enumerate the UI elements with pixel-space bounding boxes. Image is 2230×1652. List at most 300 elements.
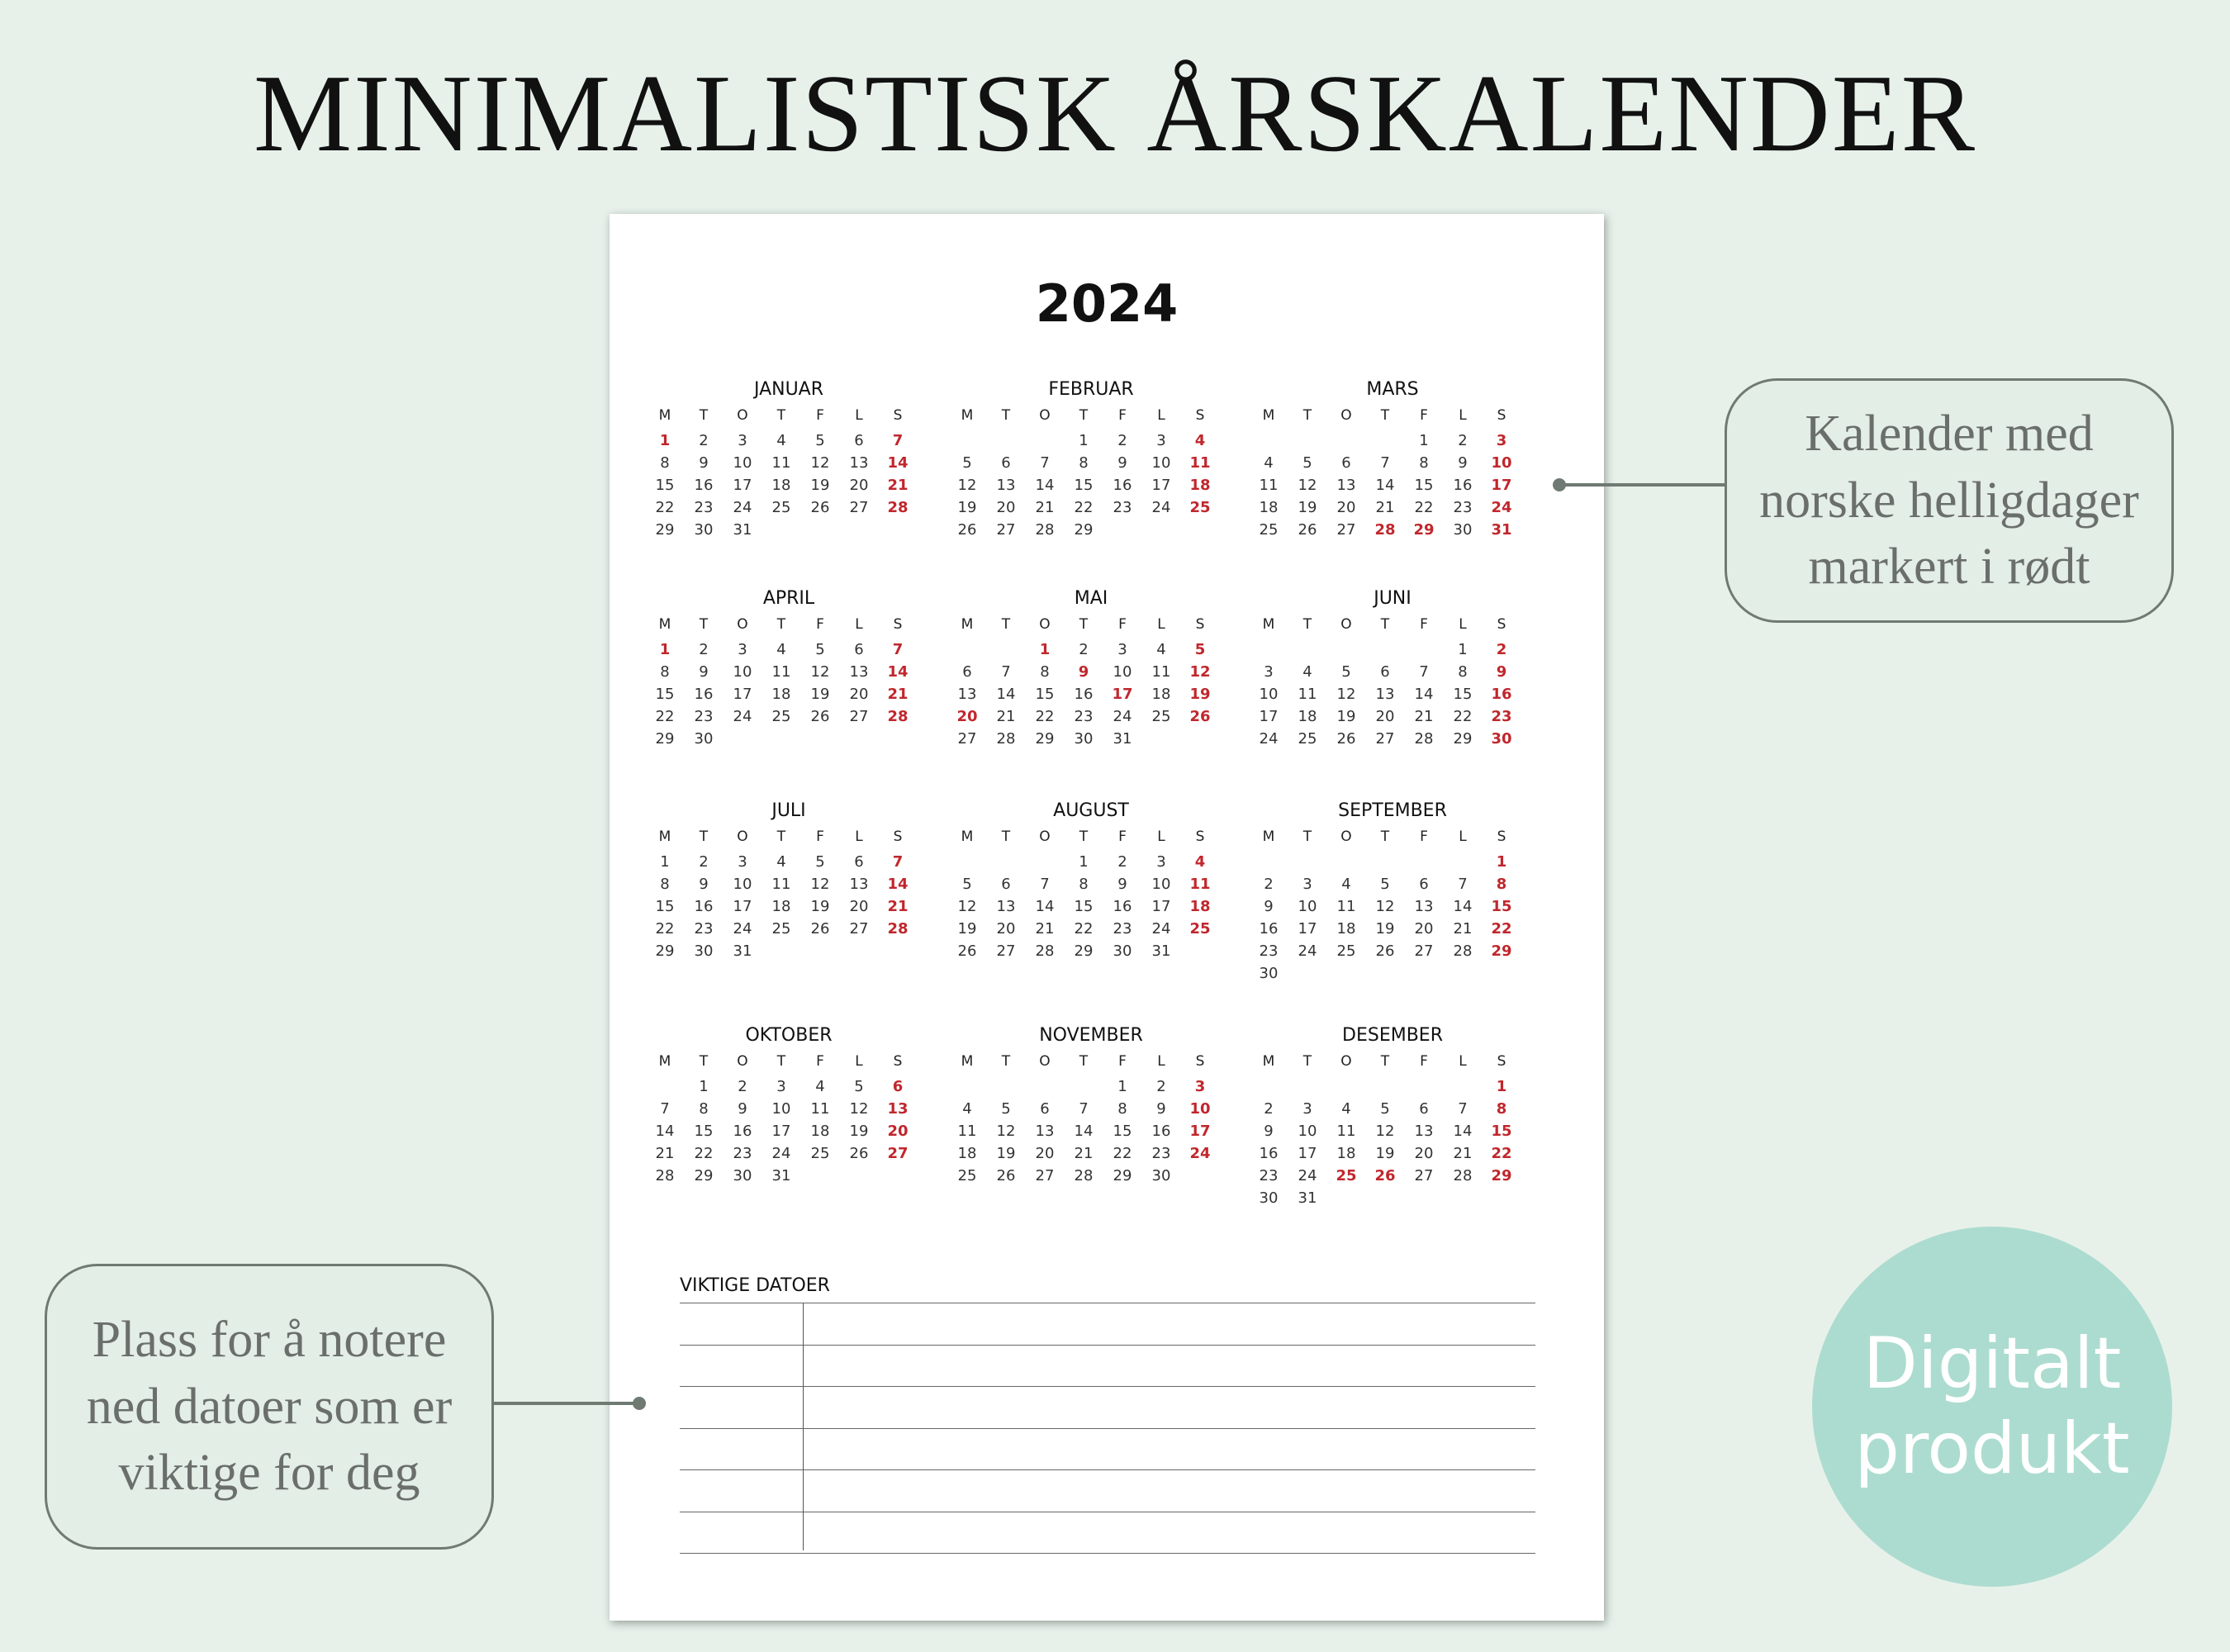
day-cell: 24 — [1151, 499, 1171, 516]
empty-cell — [1026, 430, 1065, 452]
day-cell: 21 — [887, 686, 909, 703]
day-grid — [629, 1051, 933, 1187]
day-cell: 15 — [1113, 1123, 1132, 1140]
day-cell: 10 — [733, 876, 752, 893]
day-cell: 14 — [1035, 477, 1055, 494]
weekday-label: M — [1262, 407, 1275, 424]
empty-cell — [1366, 430, 1405, 452]
day-cell: 12 — [1336, 686, 1356, 703]
day-cell: 2 — [699, 641, 709, 658]
day-cell: 1 — [1419, 432, 1429, 449]
day-cell: 29 — [1035, 730, 1055, 748]
day-cell: 7 — [892, 853, 904, 871]
day-cell: 28 — [1414, 730, 1434, 748]
holiday-connector — [1559, 483, 1726, 487]
day-cell: 8 — [1496, 876, 1507, 893]
day-cell: 7 — [1040, 876, 1050, 893]
day-cell: 13 — [849, 663, 869, 681]
day-cell: 1 — [699, 1078, 709, 1095]
weekday-label: F — [816, 407, 824, 424]
empty-cell — [1327, 638, 1366, 661]
empty-cell — [1444, 1075, 1483, 1098]
day-cell: 17 — [1151, 477, 1171, 494]
day-cell: 9 — [1264, 1123, 1274, 1140]
day-cell: 6 — [1419, 1100, 1429, 1118]
month-name: FEBRUAR — [1048, 379, 1134, 400]
day-cell: 2 — [1496, 641, 1507, 658]
notes-connector-dot — [633, 1397, 646, 1410]
day-cell: 3 — [776, 1078, 786, 1095]
day-cell: 18 — [1336, 920, 1356, 938]
day-cell: 5 — [1341, 663, 1351, 681]
day-cell: 2 — [1264, 1100, 1274, 1118]
day-cell: 18 — [771, 686, 791, 703]
day-cell: 21 — [1035, 499, 1055, 516]
digital-product-badge — [1812, 1227, 2172, 1587]
day-cell: 18 — [1298, 708, 1317, 725]
day-cell: 8 — [1079, 454, 1089, 472]
day-cell: 1 — [1079, 853, 1089, 871]
day-cell: 19 — [1375, 1145, 1395, 1162]
day-cell: 29 — [655, 521, 675, 539]
month-september — [1248, 796, 1537, 985]
day-cell: 24 — [771, 1145, 791, 1162]
day-cell: 14 — [887, 876, 909, 893]
day-cell: 31 — [733, 521, 752, 539]
day-cell: 10 — [733, 454, 752, 472]
weekday-label: F — [1118, 828, 1127, 845]
weekday-label: M — [961, 828, 974, 845]
day-cell: 28 — [1374, 521, 1396, 539]
day-cell: 30 — [694, 521, 714, 539]
day-cell: 9 — [1458, 454, 1468, 472]
weekday-label: T — [1079, 616, 1089, 633]
day-cell: 8 — [1419, 454, 1429, 472]
day-cell: 22 — [1491, 1145, 1512, 1162]
weekday-label: S — [893, 828, 903, 845]
day-cell: 19 — [849, 1123, 869, 1140]
weekday-label: T — [776, 407, 786, 424]
weekday-label: F — [1420, 1053, 1428, 1070]
month-oktober — [644, 1021, 933, 1187]
day-cell: 19 — [810, 898, 830, 915]
day-cell: 17 — [1259, 708, 1279, 725]
day-cell: 1 — [1496, 853, 1507, 871]
day-cell: 25 — [810, 1145, 830, 1162]
day-cell: 4 — [1302, 663, 1312, 681]
weekday-label: O — [1039, 1053, 1051, 1070]
day-cell: 20 — [1035, 1145, 1055, 1162]
day-cell: 24 — [1491, 499, 1512, 516]
empty-cell — [1405, 851, 1444, 873]
day-cell: 7 — [892, 432, 904, 449]
day-grid — [1233, 826, 1537, 985]
day-cell: 12 — [849, 1100, 869, 1118]
day-cell: 22 — [1113, 1145, 1132, 1162]
day-cell: 1 — [660, 853, 670, 871]
month-name: JULI — [771, 800, 806, 821]
weekday-label: M — [1262, 1053, 1275, 1070]
weekday-label: T — [699, 1053, 709, 1070]
weekday-label: T — [1001, 616, 1011, 633]
day-cell: 29 — [1453, 730, 1473, 748]
day-cell: 15 — [1453, 686, 1473, 703]
calendar-sheet — [610, 214, 1604, 1621]
weekday-label: S — [1497, 616, 1506, 633]
day-cell: 27 — [996, 521, 1016, 539]
day-cell: 20 — [849, 898, 869, 915]
day-cell: 19 — [1189, 686, 1211, 703]
day-cell: 27 — [996, 942, 1016, 960]
day-cell: 2 — [1264, 876, 1274, 893]
weekday-label: O — [1340, 1053, 1352, 1070]
day-cell: 1 — [659, 432, 671, 449]
day-cell: 26 — [957, 942, 977, 960]
day-grid — [932, 614, 1236, 750]
day-cell: 7 — [1079, 1100, 1089, 1118]
day-cell: 12 — [1375, 1123, 1395, 1140]
day-cell: 9 — [699, 454, 709, 472]
day-cell: 20 — [849, 686, 869, 703]
weekday-label: T — [1001, 407, 1011, 424]
day-grid — [629, 405, 933, 541]
day-cell: 2 — [1117, 853, 1127, 871]
day-cell: 17 — [1151, 898, 1171, 915]
day-cell: 28 — [1074, 1167, 1094, 1184]
day-cell: 8 — [1496, 1100, 1507, 1118]
day-cell: 21 — [655, 1145, 675, 1162]
empty-cell — [948, 851, 987, 873]
day-cell: 9 — [1264, 898, 1274, 915]
day-cell: 3 — [1302, 1100, 1312, 1118]
weekday-label: F — [1420, 828, 1428, 845]
empty-cell — [948, 430, 987, 452]
day-cell: 10 — [1259, 686, 1279, 703]
day-cell: 23 — [1259, 1167, 1279, 1184]
day-cell: 23 — [694, 499, 714, 516]
day-cell: 14 — [1453, 898, 1473, 915]
weekday-label: T — [699, 616, 709, 633]
weekday-label: T — [1302, 828, 1312, 845]
month-juli — [644, 796, 933, 962]
badge-line: Digitalt — [1862, 1322, 2122, 1405]
month-juni — [1248, 584, 1537, 750]
weekday-label: L — [1459, 1053, 1467, 1070]
day-cell: 19 — [957, 920, 977, 938]
day-cell: 18 — [771, 477, 791, 494]
day-cell: 4 — [962, 1100, 972, 1118]
empty-cell — [987, 638, 1026, 661]
day-cell: 25 — [1259, 521, 1279, 539]
day-cell: 16 — [1259, 920, 1279, 938]
day-cell: 4 — [1264, 454, 1274, 472]
day-cell: 29 — [655, 942, 675, 960]
day-cell: 3 — [1194, 1078, 1206, 1095]
day-cell: 6 — [854, 432, 864, 449]
weekday-label: M — [1262, 616, 1275, 633]
day-cell: 26 — [810, 708, 830, 725]
day-cell: 8 — [660, 454, 670, 472]
weekday-label: T — [1079, 407, 1089, 424]
day-cell: 4 — [776, 432, 786, 449]
day-cell: 17 — [1112, 686, 1133, 703]
weekday-label: L — [1459, 616, 1467, 633]
day-cell: 3 — [1302, 876, 1312, 893]
day-cell: 24 — [1113, 708, 1132, 725]
day-cell: 1 — [1117, 1078, 1127, 1095]
day-cell: 29 — [1491, 942, 1512, 960]
day-cell: 23 — [1113, 499, 1132, 516]
day-cell: 14 — [1074, 1123, 1094, 1140]
day-cell: 20 — [1375, 708, 1395, 725]
day-cell: 27 — [1375, 730, 1395, 748]
weekday-label: O — [737, 828, 748, 845]
day-cell: 22 — [655, 708, 675, 725]
day-cell: 13 — [957, 686, 977, 703]
weekday-label: S — [1195, 1053, 1205, 1070]
weekday-label: F — [1118, 616, 1127, 633]
weekday-label: L — [855, 828, 863, 845]
day-grid — [629, 614, 933, 750]
month-mars — [1248, 375, 1537, 541]
day-cell: 6 — [1001, 454, 1011, 472]
day-cell: 3 — [1117, 641, 1127, 658]
holiday-callout — [1725, 378, 2174, 623]
day-cell: 18 — [810, 1123, 830, 1140]
badge-line: produkt — [1854, 1408, 2130, 1490]
day-cell: 23 — [694, 708, 714, 725]
day-cell: 6 — [1380, 663, 1390, 681]
notes-line — [680, 1386, 1535, 1387]
day-cell: 9 — [699, 663, 709, 681]
month-august — [947, 796, 1236, 962]
day-cell: 7 — [660, 1100, 670, 1118]
weekday-label: S — [1195, 616, 1205, 633]
notes-callout-line: Plass for å notere — [92, 1312, 447, 1369]
day-cell: 27 — [849, 499, 869, 516]
weekday-label: T — [1380, 616, 1390, 633]
day-cell: 25 — [1298, 730, 1317, 748]
day-cell: 15 — [1414, 477, 1434, 494]
day-cell: 27 — [957, 730, 977, 748]
day-cell: 16 — [1259, 1145, 1279, 1162]
weekday-label: L — [1157, 407, 1165, 424]
day-cell: 2 — [1079, 641, 1089, 658]
day-cell: 7 — [1001, 663, 1011, 681]
empty-cell — [987, 430, 1026, 452]
day-cell: 28 — [655, 1167, 675, 1184]
notes-callout-line: viktige for deg — [118, 1445, 420, 1502]
weekday-label: L — [1157, 616, 1165, 633]
day-cell: 25 — [771, 708, 791, 725]
day-cell: 24 — [1298, 1167, 1317, 1184]
weekday-label: L — [855, 1053, 863, 1070]
day-cell: 16 — [1151, 1123, 1171, 1140]
day-cell: 13 — [1336, 477, 1356, 494]
weekday-label: F — [1420, 407, 1428, 424]
weekday-label: T — [1302, 407, 1312, 424]
day-cell: 27 — [1414, 1167, 1434, 1184]
day-cell: 5 — [854, 1078, 864, 1095]
day-cell: 12 — [810, 876, 830, 893]
month-name: NOVEMBER — [1039, 1025, 1143, 1046]
day-cell: 18 — [1336, 1145, 1356, 1162]
weekday-label: O — [1340, 616, 1352, 633]
day-cell: 16 — [694, 686, 714, 703]
weekday-label: M — [961, 1053, 974, 1070]
day-grid — [629, 826, 933, 962]
day-cell: 18 — [1189, 477, 1211, 494]
day-cell: 9 — [1078, 663, 1089, 681]
day-cell: 15 — [694, 1123, 714, 1140]
weekday-label: T — [699, 407, 709, 424]
weekday-label: O — [737, 407, 748, 424]
day-cell: 27 — [849, 708, 869, 725]
day-cell: 9 — [1496, 663, 1507, 681]
empty-cell — [1366, 638, 1405, 661]
empty-cell — [1327, 1075, 1366, 1098]
day-cell: 27 — [1336, 521, 1356, 539]
day-cell: 31 — [771, 1167, 791, 1184]
day-cell: 13 — [849, 454, 869, 472]
day-cell: 29 — [1074, 521, 1094, 539]
month-januar — [644, 375, 933, 541]
day-cell: 11 — [1189, 454, 1211, 472]
day-cell: 8 — [699, 1100, 709, 1118]
day-cell: 11 — [771, 454, 791, 472]
day-cell: 25 — [771, 499, 791, 516]
day-cell: 17 — [733, 686, 752, 703]
day-cell: 11 — [771, 876, 791, 893]
day-cell: 30 — [694, 730, 714, 748]
weekday-label: T — [1302, 1053, 1312, 1070]
day-cell: 26 — [810, 920, 830, 938]
day-cell: 15 — [1074, 477, 1094, 494]
day-cell: 21 — [1375, 499, 1395, 516]
weekday-label: O — [737, 616, 748, 633]
empty-cell — [987, 851, 1026, 873]
day-cell: 22 — [1491, 920, 1512, 938]
empty-cell — [1288, 430, 1327, 452]
day-cell: 13 — [996, 477, 1016, 494]
month-april — [644, 584, 933, 750]
day-cell: 4 — [776, 853, 786, 871]
month-name: DESEMBER — [1342, 1025, 1443, 1046]
day-cell: 2 — [699, 853, 709, 871]
day-cell: 18 — [771, 898, 791, 915]
day-cell: 15 — [655, 898, 675, 915]
weekday-label: L — [1157, 1053, 1165, 1070]
day-cell: 26 — [1375, 942, 1395, 960]
day-cell: 18 — [1189, 898, 1211, 915]
day-cell: 23 — [694, 920, 714, 938]
day-cell: 23 — [733, 1145, 752, 1162]
day-cell: 5 — [1302, 454, 1312, 472]
day-cell: 5 — [962, 454, 972, 472]
weekday-label: T — [1302, 616, 1312, 633]
day-cell: 16 — [1113, 477, 1132, 494]
day-cell: 24 — [1259, 730, 1279, 748]
weekday-label: L — [855, 616, 863, 633]
weekday-label: M — [658, 828, 671, 845]
day-grid — [1233, 405, 1537, 541]
day-cell: 19 — [1298, 499, 1317, 516]
day-cell: 19 — [1375, 920, 1395, 938]
month-name: SEPTEMBER — [1338, 800, 1447, 821]
day-cell: 12 — [1189, 663, 1211, 681]
weekday-label: T — [1079, 1053, 1089, 1070]
weekday-label: L — [1459, 828, 1467, 845]
weekday-label: T — [1380, 407, 1390, 424]
day-cell: 2 — [1458, 432, 1468, 449]
day-cell: 26 — [849, 1145, 869, 1162]
day-cell: 10 — [1113, 663, 1132, 681]
day-cell: 25 — [1151, 708, 1171, 725]
weekday-label: M — [658, 407, 671, 424]
notes-title: VIKTIGE DATOER — [680, 1275, 830, 1296]
day-cell: 11 — [1298, 686, 1317, 703]
day-cell: 15 — [1035, 686, 1055, 703]
day-cell: 21 — [1035, 920, 1055, 938]
day-cell: 24 — [1189, 1145, 1211, 1162]
day-cell: 16 — [1113, 898, 1132, 915]
day-cell: 28 — [1035, 942, 1055, 960]
day-cell: 1 — [1496, 1078, 1507, 1095]
day-cell: 2 — [738, 1078, 747, 1095]
day-cell: 19 — [810, 686, 830, 703]
weekday-label: T — [699, 828, 709, 845]
empty-cell — [1250, 851, 1288, 873]
day-cell: 30 — [1259, 1189, 1279, 1207]
day-cell: 22 — [655, 920, 675, 938]
day-cell: 6 — [854, 641, 864, 658]
weekday-label: F — [816, 828, 824, 845]
day-cell: 13 — [849, 876, 869, 893]
day-cell: 6 — [1341, 454, 1351, 472]
day-cell: 24 — [733, 499, 752, 516]
day-cell: 30 — [1259, 965, 1279, 982]
notes-callout — [45, 1264, 494, 1550]
weekday-label: T — [1001, 1053, 1011, 1070]
empty-cell — [1444, 851, 1483, 873]
day-cell: 23 — [1074, 708, 1094, 725]
day-cell: 8 — [660, 876, 670, 893]
empty-cell — [1250, 638, 1288, 661]
weekday-label: L — [1157, 828, 1165, 845]
day-cell: 1 — [1079, 432, 1089, 449]
day-cell: 15 — [1491, 1123, 1512, 1140]
empty-cell — [1327, 430, 1366, 452]
day-grid — [932, 1051, 1236, 1187]
day-cell: 16 — [1491, 686, 1512, 703]
day-cell: 31 — [1491, 521, 1512, 539]
weekday-label: T — [1079, 828, 1089, 845]
day-cell: 10 — [1151, 454, 1171, 472]
day-cell: 30 — [1074, 730, 1094, 748]
day-cell: 21 — [887, 898, 909, 915]
day-cell: 22 — [1074, 920, 1094, 938]
holiday-callout-line: norske helligdager — [1759, 472, 2139, 529]
day-cell: 4 — [1341, 1100, 1351, 1118]
month-name: APRIL — [762, 588, 815, 609]
holiday-callout-line: Kalender med — [1805, 406, 2094, 463]
day-cell: 9 — [1156, 1100, 1166, 1118]
weekday-label: T — [1380, 828, 1390, 845]
weekday-label: O — [1039, 407, 1051, 424]
day-cell: 12 — [957, 477, 977, 494]
weekday-label: O — [1039, 616, 1051, 633]
day-cell: 12 — [996, 1123, 1016, 1140]
